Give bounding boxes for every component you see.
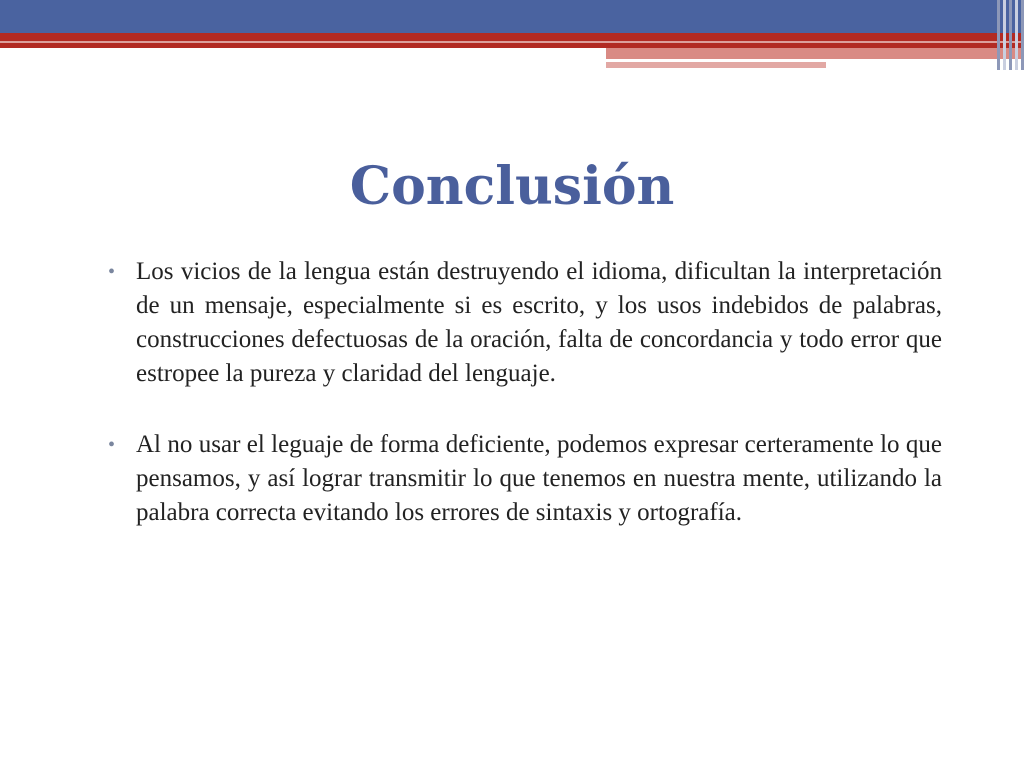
header-vertical-stripes (994, 0, 1024, 70)
slide-title: Conclusión (349, 156, 675, 217)
bullet-list (108, 255, 942, 567)
header-red-thin-band (606, 62, 826, 68)
bullet-item (108, 255, 942, 391)
bullet-text: Los vicios de la lengua están destruyendo el idioma, dificultan la interpretación de un mensaje, especialmente si es escrito, y los usos indebidos de palabras, construcciones defectuosas de la oración, falta de concordancia y todo error que estropee la pureza y claridad del lenguaje. (136, 258, 942, 387)
bullet-text: Al no usar el leguaje de forma deficiente, podemos expresar certeramente lo que pensamos, y así lograr transmitir lo que tenemos en nuestra mente, utilizando la palabra correcta evitando los errores de sintaxis y ortografía. (136, 431, 942, 526)
bullet-icon: • (108, 261, 116, 283)
header-divider-line (0, 41, 1024, 43)
bullet-icon: • (108, 434, 116, 456)
header-blue-band (0, 0, 1024, 33)
header-red-accent-band (606, 48, 1024, 59)
bullet-item (108, 428, 942, 530)
